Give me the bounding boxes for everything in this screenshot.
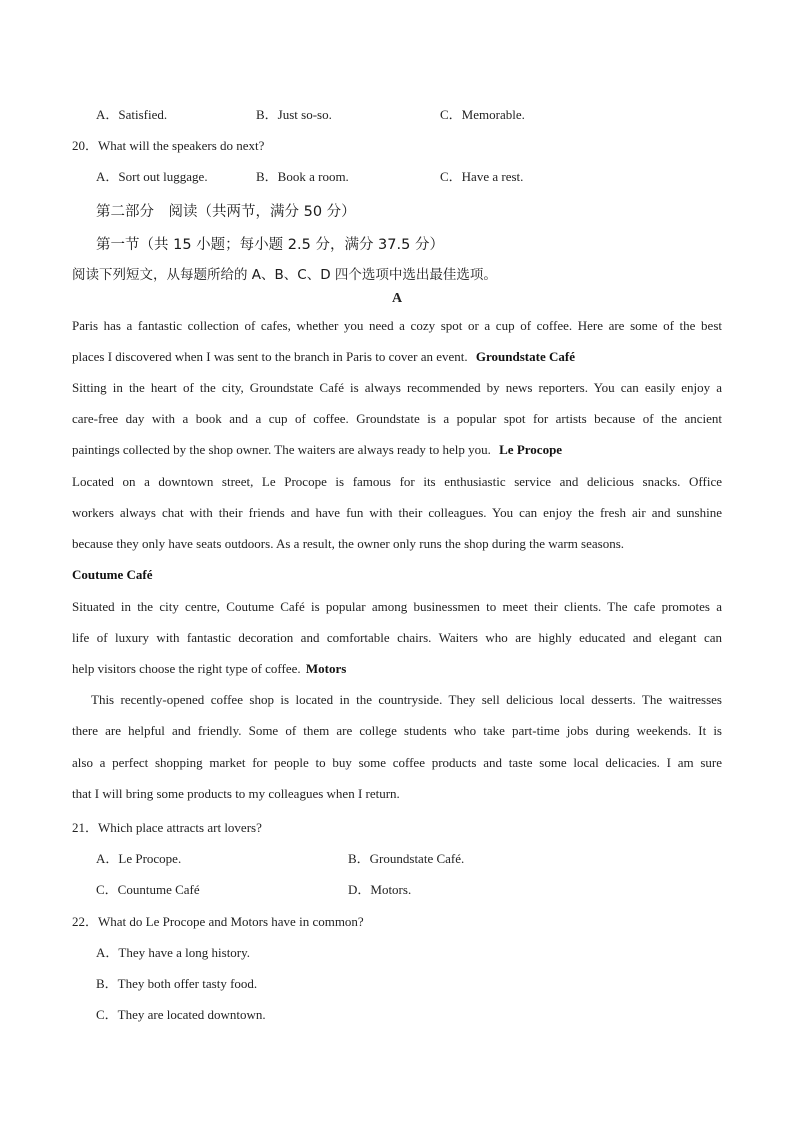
q19-option-a: A．Satisfied. bbox=[96, 107, 168, 122]
coutume-line-1: Situated in the city centre, Coutume Café is popular among businessmen to meet their clients. The cafe promotes a bbox=[72, 599, 722, 614]
motors-line-2: there are helpful and friendly. Some of them are college students who take part-time jobs during weekends. It is bbox=[72, 723, 722, 738]
intro-line-1: Paris has a fantastic collection of cafes, whether you need a cozy spot or a cup of coffee. Here are some of the best bbox=[72, 318, 722, 333]
q21-option-c: C．Countume Café bbox=[96, 882, 200, 897]
q20-option-c: C．Have a rest. bbox=[440, 169, 524, 184]
heading-le-procope: Le Procope bbox=[499, 442, 563, 457]
q21-option-d: D．Motors. bbox=[348, 882, 412, 897]
q20-option-b: B．Book a room. bbox=[256, 169, 349, 184]
groundstate-line-1: Sitting in the heart of the city, Groundstate Café is always recommended by news reporters. You can easily enjoy a bbox=[72, 380, 722, 395]
q19-option-b: B．Just so-so. bbox=[256, 107, 332, 122]
part2-title: 第二部分 阅读（共两节，满分 50 分） bbox=[96, 204, 356, 220]
q21-option-b: B．Groundstate Café. bbox=[348, 851, 465, 866]
motors-line-4: that I will bring some products to my colleagues when I return. bbox=[72, 786, 400, 801]
q20-option-a: A．Sort out luggage. bbox=[96, 169, 208, 184]
groundstate-line-3 bbox=[72, 442, 562, 458]
passage-label: A bbox=[391, 291, 403, 306]
heading-coutume: Coutume Café bbox=[72, 567, 153, 582]
groundstate-line-2: care-free day with a book and a cup of coffee. Groundstate is a popular spot for artists because of the ancient bbox=[72, 411, 722, 426]
q22-option-a: A．They have a long history. bbox=[96, 945, 251, 960]
q22-question: 22．What do Le Procope and Motors have in common? bbox=[72, 914, 364, 929]
motors-line-1: This recently-opened coffee shop is located in the countryside. They sell delicious local desserts. The waitresses bbox=[91, 692, 722, 707]
heading-groundstate: Groundstate Café bbox=[475, 349, 575, 364]
le-procope-line-1: Located on a downtown street, Le Procope is famous for its enthusiastic service and delicious snacks. Office bbox=[72, 474, 722, 489]
groundstate-text: paintings collected by the shop owner. The waiters are always ready to help you. bbox=[72, 442, 491, 457]
coutume-line-2: life of luxury with fantastic decoration and comfortable chairs. Waiters who are highly educated and elegant can bbox=[72, 630, 722, 645]
q22-option-b: B．They both offer tasty food. bbox=[96, 976, 258, 991]
section1-title: 第一节（共 15 小题；每小题 2.5 分，满分 37.5 分） bbox=[96, 237, 444, 253]
heading-motors: Motors bbox=[305, 661, 347, 676]
q21-option-a: A．Le Procope. bbox=[96, 851, 182, 866]
intro-text: places I discovered when I was sent to the branch in Paris to cover an event. bbox=[72, 349, 468, 364]
q20-question: 20．What will the speakers do next? bbox=[72, 138, 265, 153]
coutume-line-3 bbox=[72, 661, 346, 677]
q22-option-c: C．They are located downtown. bbox=[96, 1007, 266, 1022]
q19-option-c: C．Memorable. bbox=[440, 107, 525, 122]
intro-line-2 bbox=[72, 349, 575, 365]
coutume-text: help visitors choose the right type of coffee. bbox=[72, 661, 301, 676]
motors-line-3: also a perfect shopping market for people to buy some coffee products and taste some local delicacies. I am sure bbox=[72, 755, 722, 770]
reading-instruction: 阅读下列短文，从每题所给的 A、B、C、D 四个选项中选出最佳选项。 bbox=[72, 267, 497, 283]
le-procope-line-2: workers always chat with their friends and have fun with their colleagues. You can enjoy the fresh air and sunshine bbox=[72, 505, 722, 520]
q21-question: 21．Which place attracts art lovers? bbox=[72, 820, 262, 835]
le-procope-line-3: because they only have seats outdoors. As a result, the owner only runs the shop during the warm seasons. bbox=[72, 536, 625, 551]
